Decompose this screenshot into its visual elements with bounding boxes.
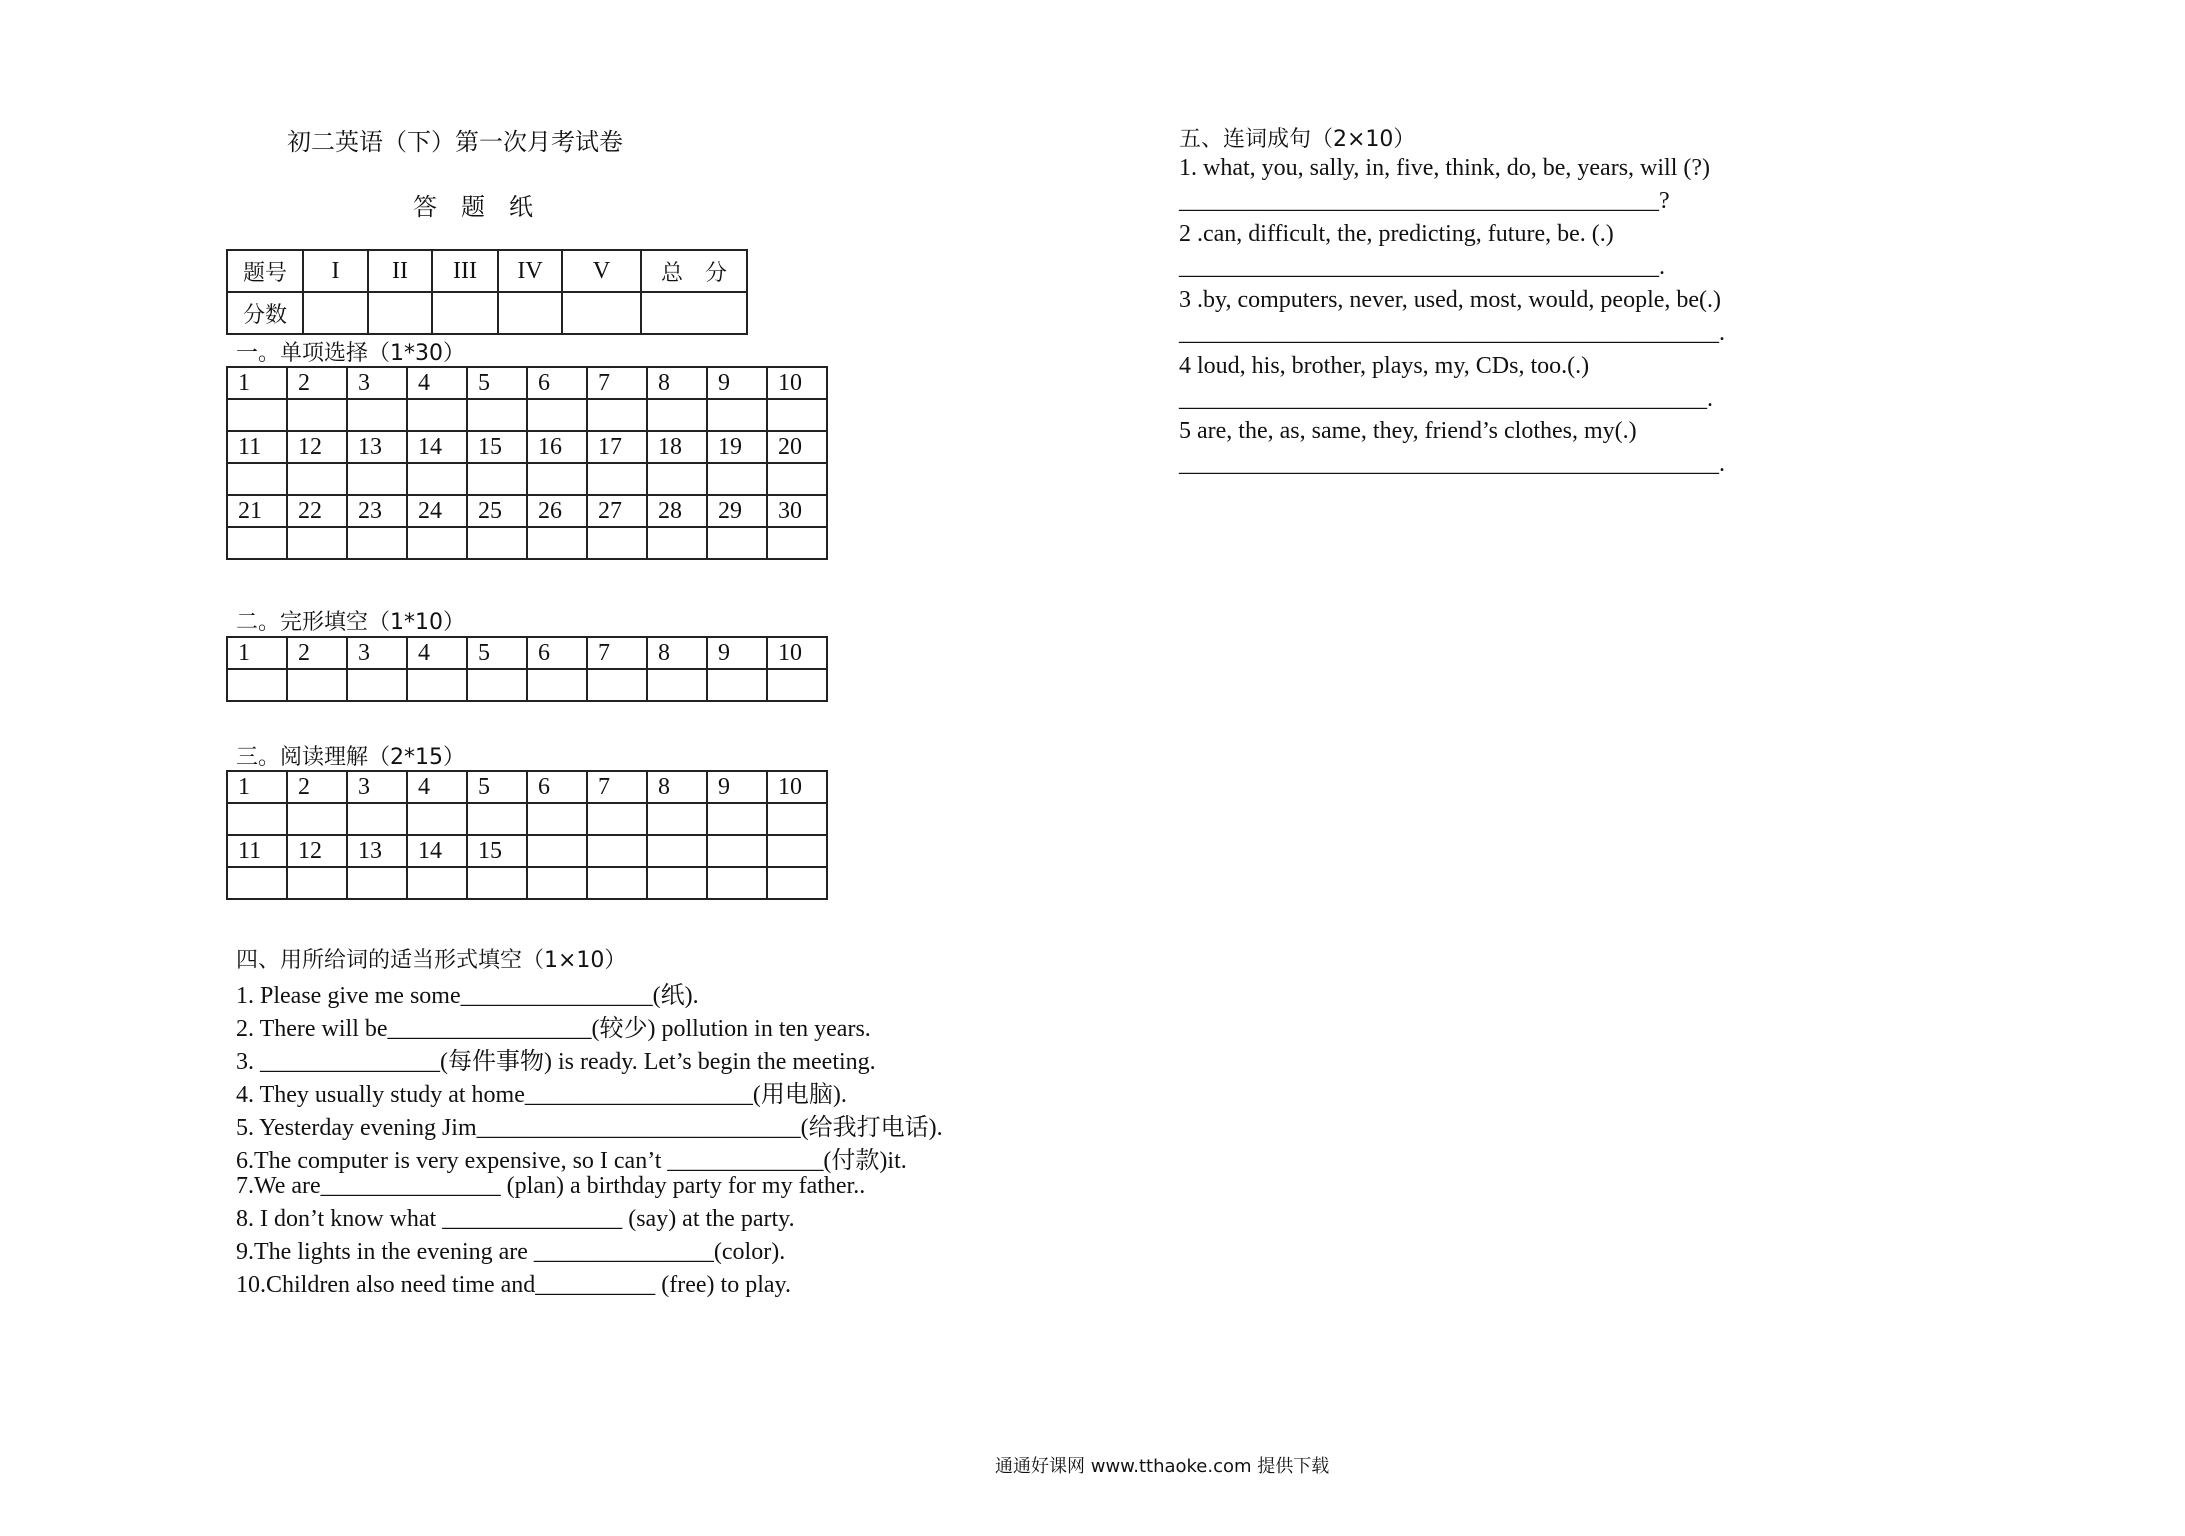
number-cell: 4	[407, 367, 467, 399]
number-cell: 1	[227, 637, 287, 669]
number-cell: 6	[527, 771, 587, 803]
number-cell: 22	[287, 495, 347, 527]
answer-cell[interactable]	[707, 803, 767, 835]
number-cell: 6	[527, 367, 587, 399]
number-cell: 12	[287, 835, 347, 867]
number-cell: 1	[227, 367, 287, 399]
fill-item: 2. There will be_________________(较少) pollution in ten years.	[236, 1016, 871, 1042]
number-cell: 3	[347, 771, 407, 803]
answer-cell[interactable]	[287, 669, 347, 701]
footer-credit: 通通好课网 www.tthaoke.com 提供下载	[995, 1456, 1330, 1477]
number-cell: 9	[707, 637, 767, 669]
number-cell	[587, 835, 647, 867]
number-cell: 6	[527, 637, 587, 669]
number-cell: 10	[767, 367, 827, 399]
score-header-cell: III	[432, 250, 498, 292]
number-cell: 2	[287, 771, 347, 803]
fill-item: 5. Yesterday evening Jim___________________________(给我打电话).	[236, 1115, 943, 1141]
fill-item: 10.Children also need time and__________ (free) to play.	[236, 1272, 791, 1298]
answer-cell[interactable]	[527, 669, 587, 701]
answer-cell[interactable]	[587, 669, 647, 701]
number-cell: 3	[347, 637, 407, 669]
answer-cell[interactable]	[707, 399, 767, 431]
number-cell: 10	[767, 771, 827, 803]
number-cell: 29	[707, 495, 767, 527]
answer-row	[227, 803, 827, 835]
answer-cell[interactable]	[647, 669, 707, 701]
answer-cell[interactable]	[227, 803, 287, 835]
answer-row	[227, 527, 827, 559]
answer-cell[interactable]	[647, 527, 707, 559]
answer-row	[227, 669, 827, 701]
number-cell: 10	[767, 637, 827, 669]
answer-cell[interactable]	[767, 527, 827, 559]
answer-cell[interactable]	[647, 867, 707, 899]
number-cell: 21	[227, 495, 287, 527]
fill-item: 9.The lights in the evening are _______________(color).	[236, 1239, 786, 1265]
answer-cell[interactable]	[227, 527, 287, 559]
answer-row	[227, 463, 827, 495]
number-cell	[647, 835, 707, 867]
number-cell: 14	[407, 835, 467, 867]
score-header-row	[227, 250, 747, 292]
section3-answer-grid	[226, 770, 828, 900]
answer-cell[interactable]	[527, 399, 587, 431]
number-row	[227, 367, 827, 399]
reorder-answer-line: _____________________________________________.	[1179, 451, 1725, 477]
answer-cell[interactable]	[467, 527, 527, 559]
answer-cell[interactable]	[407, 803, 467, 835]
answer-row	[227, 399, 827, 431]
fill-item: 7.We are_______________ (plan) a birthday party for my father..	[236, 1173, 866, 1199]
answer-cell[interactable]	[467, 867, 527, 899]
number-cell: 3	[347, 367, 407, 399]
number-cell: 15	[467, 835, 527, 867]
answer-cell[interactable]	[767, 867, 827, 899]
number-cell: 9	[707, 771, 767, 803]
answer-cell[interactable]	[587, 867, 647, 899]
answer-cell[interactable]	[407, 527, 467, 559]
number-cell: 26	[527, 495, 587, 527]
answer-cell[interactable]	[527, 463, 587, 495]
answer-cell[interactable]	[587, 463, 647, 495]
number-cell: 5	[467, 637, 527, 669]
answer-cell[interactable]	[407, 669, 467, 701]
score-header-cell: I	[303, 250, 368, 292]
number-cell: 12	[287, 431, 347, 463]
number-cell: 15	[467, 431, 527, 463]
section2-heading: 二。完形填空（1*10）	[236, 610, 465, 635]
reorder-question: 5 are, the, as, same, they, friend’s clothes, my(.)	[1179, 418, 1637, 444]
answer-cell[interactable]	[407, 399, 467, 431]
answer-cell[interactable]	[767, 669, 827, 701]
answer-cell[interactable]	[707, 867, 767, 899]
answer-cell[interactable]	[407, 867, 467, 899]
reorder-question: 2 .can, difficult, the, predicting, future, be. (.)	[1179, 221, 1614, 247]
score-cell[interactable]	[498, 292, 562, 334]
answer-cell[interactable]	[527, 527, 587, 559]
number-row	[227, 495, 827, 527]
reorder-answer-line: ________________________________________?	[1179, 188, 1670, 214]
answer-cell[interactable]	[467, 803, 527, 835]
answer-cell[interactable]	[347, 463, 407, 495]
answer-cell[interactable]	[767, 803, 827, 835]
section4-heading: 四、用所给词的适当形式填空（1×10）	[236, 948, 627, 973]
score-cell[interactable]	[562, 292, 641, 334]
fill-item: 6.The computer is very expensive, so I can’t _____________(付款)it.	[236, 1148, 907, 1174]
fill-item: 8. I don’t know what _______________ (say) at the party.	[236, 1206, 795, 1232]
answer-cell[interactable]	[347, 867, 407, 899]
fill-item: 1. Please give me some________________(纸).	[236, 983, 699, 1009]
reorder-question: 1. what, you, sally, in, five, think, do, be, years, will (?)	[1179, 155, 1710, 181]
number-cell: 9	[707, 367, 767, 399]
number-cell: 8	[647, 367, 707, 399]
number-cell: 25	[467, 495, 527, 527]
number-cell: 5	[467, 367, 527, 399]
score-header-cell: II	[368, 250, 432, 292]
score-cell[interactable]	[432, 292, 498, 334]
fill-item: 4. They usually study at home___________________(用电脑).	[236, 1082, 847, 1108]
score-header-cell: V	[562, 250, 641, 292]
page-subtitle: 答 题 纸	[413, 193, 533, 221]
number-cell: 1	[227, 771, 287, 803]
number-row	[227, 835, 827, 867]
answer-cell[interactable]	[587, 803, 647, 835]
answer-cell[interactable]	[527, 867, 587, 899]
number-cell: 13	[347, 835, 407, 867]
number-cell: 27	[587, 495, 647, 527]
score-table	[226, 249, 748, 335]
section5-heading: 五、连词成句（2×10）	[1179, 127, 1416, 152]
number-cell: 2	[287, 637, 347, 669]
answer-cell[interactable]	[707, 527, 767, 559]
answer-cell[interactable]	[347, 803, 407, 835]
answer-cell[interactable]	[287, 463, 347, 495]
reorder-answer-line: _____________________________________________.	[1179, 320, 1725, 346]
fill-item: 3. _______________(每件事物) is ready. Let’s begin the meeting.	[236, 1049, 876, 1075]
number-cell	[767, 835, 827, 867]
number-cell: 7	[587, 637, 647, 669]
score-header-cell: IV	[498, 250, 562, 292]
number-cell: 20	[767, 431, 827, 463]
answer-cell[interactable]	[587, 527, 647, 559]
answer-cell[interactable]	[287, 399, 347, 431]
number-row	[227, 637, 827, 669]
answer-cell[interactable]	[467, 463, 527, 495]
section3-heading: 三。阅读理解（2*15）	[236, 745, 465, 770]
score-cell[interactable]	[641, 292, 747, 334]
score-header-cell: 题号	[227, 250, 303, 292]
answer-cell[interactable]	[647, 803, 707, 835]
number-cell: 16	[527, 431, 587, 463]
reorder-answer-line: ____________________________________________.	[1179, 386, 1713, 412]
answer-cell[interactable]	[767, 399, 827, 431]
number-cell: 2	[287, 367, 347, 399]
answer-cell[interactable]	[767, 463, 827, 495]
section2-answer-grid	[226, 636, 828, 702]
number-cell: 8	[647, 771, 707, 803]
reorder-question: 4 loud, his, brother, plays, my, CDs, too.(.)	[1179, 353, 1590, 379]
answer-cell[interactable]	[587, 399, 647, 431]
number-cell: 4	[407, 637, 467, 669]
page-title: 初二英语（下）第一次月考试卷	[287, 128, 623, 156]
number-cell: 13	[347, 431, 407, 463]
answer-cell[interactable]	[227, 867, 287, 899]
score-value-row	[227, 292, 747, 334]
number-cell: 23	[347, 495, 407, 527]
answer-cell[interactable]	[227, 399, 287, 431]
answer-cell[interactable]	[707, 669, 767, 701]
answer-cell[interactable]	[407, 463, 467, 495]
answer-cell[interactable]	[227, 669, 287, 701]
score-row-label: 分数	[227, 292, 303, 334]
number-row	[227, 771, 827, 803]
number-cell	[707, 835, 767, 867]
answer-cell[interactable]	[647, 399, 707, 431]
number-cell: 14	[407, 431, 467, 463]
number-cell: 8	[647, 637, 707, 669]
reorder-question: 3 .by, computers, never, used, most, would, people, be(.)	[1179, 287, 1722, 313]
number-cell: 28	[647, 495, 707, 527]
number-row	[227, 431, 827, 463]
number-cell	[527, 835, 587, 867]
answer-cell[interactable]	[287, 803, 347, 835]
number-cell: 18	[647, 431, 707, 463]
number-cell: 11	[227, 835, 287, 867]
number-cell: 19	[707, 431, 767, 463]
answer-cell[interactable]	[347, 669, 407, 701]
number-cell: 17	[587, 431, 647, 463]
number-cell: 30	[767, 495, 827, 527]
score-cell[interactable]	[303, 292, 368, 334]
number-cell: 5	[467, 771, 527, 803]
answer-cell[interactable]	[287, 527, 347, 559]
answer-cell[interactable]	[467, 399, 527, 431]
number-cell: 7	[587, 367, 647, 399]
score-cell[interactable]	[368, 292, 432, 334]
number-cell: 4	[407, 771, 467, 803]
section1-answer-grid	[226, 366, 828, 560]
section1-heading: 一。单项选择（1*30）	[236, 341, 465, 366]
answer-cell[interactable]	[467, 669, 527, 701]
answer-cell[interactable]	[287, 867, 347, 899]
score-header-cell: 总 分	[641, 250, 747, 292]
answer-cell[interactable]	[347, 399, 407, 431]
reorder-answer-line: ________________________________________.	[1179, 254, 1665, 280]
number-cell: 24	[407, 495, 467, 527]
answer-cell[interactable]	[527, 803, 587, 835]
number-cell: 11	[227, 431, 287, 463]
answer-cell[interactable]	[707, 463, 767, 495]
answer-cell[interactable]	[647, 463, 707, 495]
number-cell: 7	[587, 771, 647, 803]
answer-row	[227, 867, 827, 899]
answer-cell[interactable]	[347, 527, 407, 559]
answer-cell[interactable]	[227, 463, 287, 495]
